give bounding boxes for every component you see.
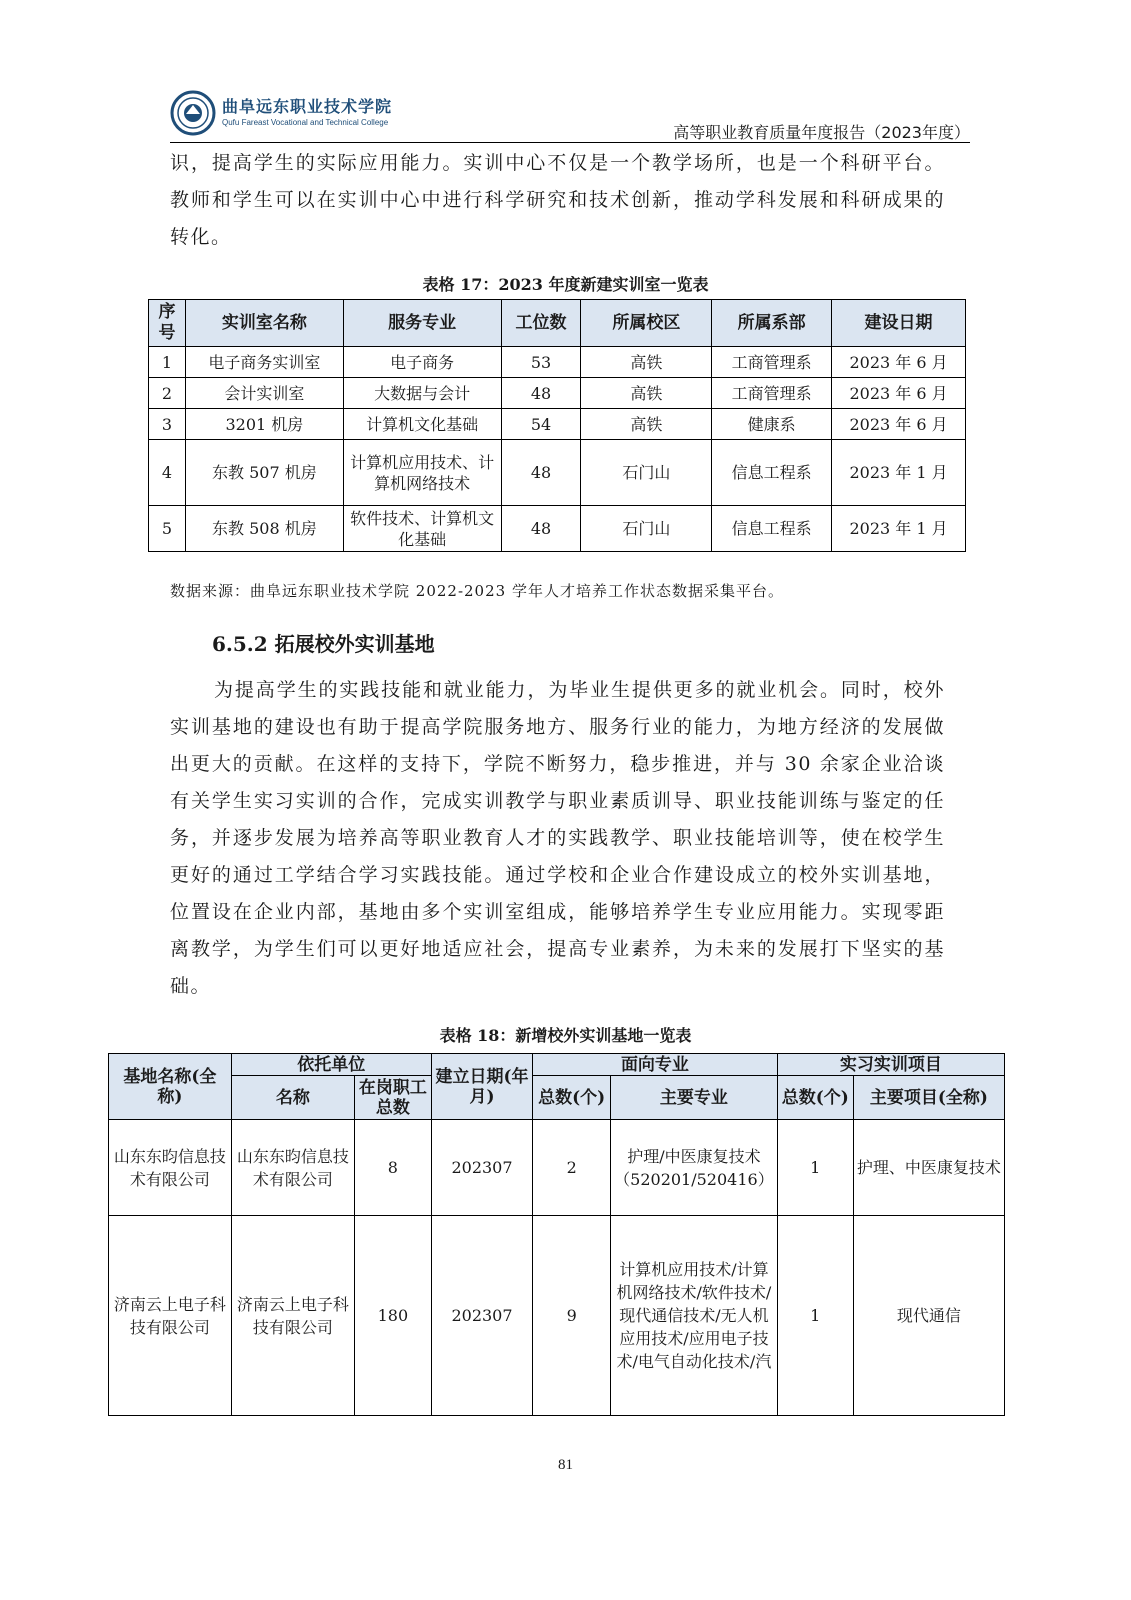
table-cell: 济南云上电子科技有限公司 <box>231 1216 354 1416</box>
table-cell: 8 <box>354 1120 431 1216</box>
table-cell: 1 <box>777 1216 853 1416</box>
table-cell: 工商管理系 <box>712 378 832 409</box>
report-title: 高等职业教育质量年度报告（2023年度） <box>673 123 970 142</box>
table-cell: 护理/中医康复技术（520201/520416） <box>611 1120 778 1216</box>
logo-chinese-name: 曲阜远东职业技术学院 <box>222 97 393 116</box>
table-cell: 工商管理系 <box>712 347 832 378</box>
col-header: 依托单位 <box>231 1054 431 1076</box>
table-cell: 高铁 <box>581 378 712 409</box>
page-header <box>170 90 970 146</box>
col-header: 主要专业 <box>611 1076 778 1120</box>
offcampus-base-table <box>108 1053 1005 1416</box>
table-cell: 2023 年 1 月 <box>832 506 966 552</box>
col-header: 主要项目(全称) <box>853 1076 1004 1120</box>
table-cell: 信息工程系 <box>712 440 832 506</box>
logo-english-name: Qufu Fareast Vocational and Technical College <box>222 118 389 127</box>
table-cell: 电子商务实训室 <box>185 347 343 378</box>
table-cell: 5 <box>149 506 186 552</box>
college-emblem-icon <box>170 90 216 136</box>
col-header: 所属系部 <box>712 300 832 347</box>
table-cell: 山东东昀信息技术有限公司 <box>231 1120 354 1216</box>
col-header: 总数(个) <box>533 1076 611 1120</box>
table-cell: 2023 年 6 月 <box>832 347 966 378</box>
lab-table <box>148 299 966 552</box>
table-cell: 48 <box>501 440 581 506</box>
table-cell: 高铁 <box>581 409 712 440</box>
table-cell: 2 <box>149 378 186 409</box>
table-cell: 东教 508 机房 <box>185 506 343 552</box>
table-cell: 东教 507 机房 <box>185 440 343 506</box>
table-cell: 2023 年 6 月 <box>832 409 966 440</box>
col-header: 面向专业 <box>533 1054 778 1076</box>
table-cell: 软件技术、计算机文化基础 <box>343 506 501 552</box>
table-cell: 1 <box>149 347 186 378</box>
table-cell: 202307 <box>431 1120 532 1216</box>
section-heading: 6.5.2 拓展校外实训基地 <box>212 632 435 656</box>
table-cell: 石门山 <box>581 506 712 552</box>
table-cell: 54 <box>501 409 581 440</box>
col-header: 工位数 <box>501 300 581 347</box>
table-cell: 健康系 <box>712 409 832 440</box>
col-header: 所属校区 <box>581 300 712 347</box>
table-cell: 4 <box>149 440 186 506</box>
paragraph-offcampus: 为提高学生的实践技能和就业能力，为毕业生提供更多的就业机会。同时，校外实训基地的建设也有助于提高学院服务地方、服务行业的能力，为地方经济的发展做出更大的贡献。在这样的支持下，学院不断努力，稳步推进，并与 30 余家企业洽谈有关学生实习实训的合作，完成实训教学与职业素质训导、职业技能训练与鉴定的任务，并逐步发展为培养高等职业教育人才的实践教学、职业技能培训等，使在校学生更好的通过工学结合学习实践技能。通过学校和企业合作建设成立的校外实训基地，位置设在企业内部，基地由多个实训室组成，能够培养学生专业应用能力。实现零距离教学，为学生们可以更好地适应社会，提高专业素养，为未来的发展打下坚实的基础。 <box>170 679 945 997</box>
table-cell: 信息工程系 <box>712 506 832 552</box>
table-row <box>149 440 966 506</box>
table-cell: 48 <box>501 378 581 409</box>
paragraph-intro: 识，提高学生的实际应用能力。实训中心不仅是一个教学场所，也是一个科研平台。教师和学生可以在实训中心中进行科学研究和技术创新，推动学科发展和科研成果的转化。 <box>170 152 945 248</box>
col-header: 名称 <box>231 1076 354 1120</box>
table-cell: 山东东昀信息技术有限公司 <box>109 1120 232 1216</box>
col-header: 服务专业 <box>343 300 501 347</box>
page-number: 81 <box>558 1457 573 1473</box>
table-cell: 电子商务 <box>343 347 501 378</box>
table-cell: 计算机文化基础 <box>343 409 501 440</box>
table-cell: 大数据与会计 <box>343 378 501 409</box>
table18-caption: 表格 18：新增校外实训基地一览表 <box>439 1026 692 1045</box>
header-divider <box>170 142 970 143</box>
table-cell: 48 <box>501 506 581 552</box>
col-header: 实训室名称 <box>185 300 343 347</box>
table-row <box>149 378 966 409</box>
table-cell: 计算机应用技术/计算机网络技术/软件技术/现代通信技术/无人机应用技术/应用电子技术/电气自动化技术/汽 <box>611 1216 778 1416</box>
table-header-row <box>109 1054 1005 1076</box>
table-header-row <box>149 300 966 347</box>
table17-caption: 表格 17：2023 年度新建实训室一览表 <box>422 275 709 294</box>
table-cell: 202307 <box>431 1216 532 1416</box>
col-header: 建设日期 <box>832 300 966 347</box>
table-row <box>109 1120 1005 1216</box>
col-header: 序号 <box>149 300 186 347</box>
table-cell: 2 <box>533 1120 611 1216</box>
data-source-note: 数据来源：曲阜远东职业技术学院 2022-2023 学年人才培养工作状态数据采集平台。 <box>170 582 784 600</box>
table-cell: 2023 年 6 月 <box>832 378 966 409</box>
table-cell: 3 <box>149 409 186 440</box>
table-cell: 180 <box>354 1216 431 1416</box>
table-cell: 1 <box>777 1120 853 1216</box>
table-cell: 2023 年 1 月 <box>832 440 966 506</box>
col-header: 总数(个) <box>777 1076 853 1120</box>
table-cell: 9 <box>533 1216 611 1416</box>
table-row <box>149 409 966 440</box>
table-cell: 护理、中医康复技术 <box>853 1120 1004 1216</box>
table-cell: 3201 机房 <box>185 409 343 440</box>
table-cell: 济南云上电子科技有限公司 <box>109 1216 232 1416</box>
table-row <box>149 347 966 378</box>
table-row <box>109 1216 1005 1416</box>
table-cell: 53 <box>501 347 581 378</box>
col-header: 建立日期(年月) <box>431 1054 532 1120</box>
table-cell: 计算机应用技术、计算机网络技术 <box>343 440 501 506</box>
table-cell: 石门山 <box>581 440 712 506</box>
table-header-row <box>109 1076 1005 1120</box>
table-cell: 现代通信 <box>853 1216 1004 1416</box>
col-header: 实习实训项目 <box>777 1054 1004 1076</box>
table-cell: 高铁 <box>581 347 712 378</box>
col-header: 基地名称(全称) <box>109 1054 232 1120</box>
table-row <box>149 506 966 552</box>
table-cell: 会计实训室 <box>185 378 343 409</box>
col-header: 在岗职工总数 <box>354 1076 431 1120</box>
